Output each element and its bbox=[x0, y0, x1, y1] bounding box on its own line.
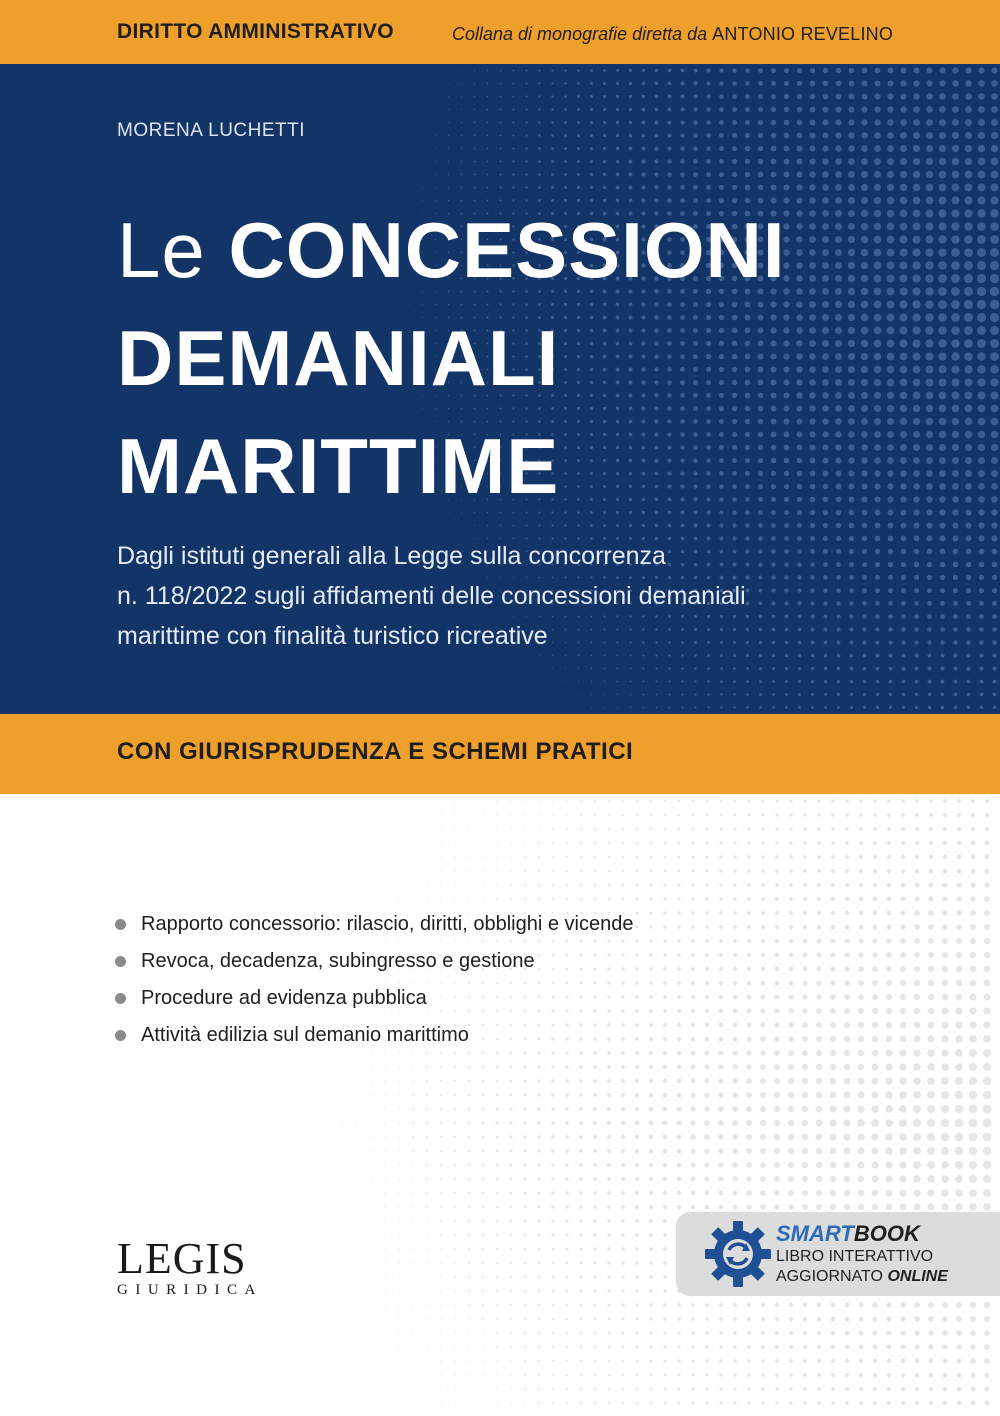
subtitle-line: n. 118/2022 sugli affidamenti delle concessioni demaniali bbox=[117, 582, 746, 610]
smartbook-line-2-emph: ONLINE bbox=[887, 1268, 948, 1285]
publisher-subtitle: GIURIDICA bbox=[117, 1282, 263, 1298]
band-text: CON GIURISPRUDENZA E SCHEMI PRATICI bbox=[117, 738, 634, 765]
smartbook-badge bbox=[676, 1212, 1000, 1296]
list-item bbox=[115, 906, 633, 943]
title-line-2: DEMANIALI bbox=[117, 314, 560, 402]
publisher-name: LEGIS bbox=[117, 1234, 247, 1283]
publisher-logo bbox=[117, 1236, 263, 1299]
author-name: MORENA LUCHETTI bbox=[117, 120, 306, 141]
bullet-icon bbox=[115, 956, 126, 967]
book-subtitle bbox=[117, 536, 917, 656]
list-item-text: Rapporto concessorio: rilascio, diritti, obblighi e vicende bbox=[141, 913, 634, 935]
series-label: DIRITTO AMMINISTRATIVO bbox=[117, 20, 394, 43]
subtitle-line: marittime con finalità turistico ricreative bbox=[117, 622, 548, 650]
smartbook-title-part1: SMART bbox=[776, 1221, 854, 1246]
title-line-3: MARITTIME bbox=[117, 422, 560, 510]
smartbook-line-1: LIBRO INTERATTIVO bbox=[776, 1248, 934, 1265]
title-line-1: CONCESSIONI bbox=[228, 206, 786, 294]
smartbook-line-2-prefix: AGGIORNATO bbox=[776, 1268, 883, 1285]
smartbook-title bbox=[776, 1221, 948, 1247]
subtitle-line: Dagli istituti generali alla Legge sulla concorrenza bbox=[117, 542, 666, 570]
title-prefix: Le bbox=[117, 206, 206, 294]
smartbook-line-2 bbox=[776, 1267, 948, 1287]
dot-pattern-grey bbox=[0, 794, 1000, 1416]
list-item-text: Revoca, decadenza, subingresso e gestione bbox=[141, 950, 535, 972]
topic-list bbox=[115, 906, 633, 1054]
list-item bbox=[115, 980, 633, 1017]
collana-italic: Collana di monografie diretta da bbox=[452, 24, 708, 44]
bullet-icon bbox=[115, 1030, 126, 1041]
smartbook-title-part2: BOOK bbox=[853, 1221, 920, 1246]
list-item bbox=[115, 943, 633, 980]
list-item-text: Procedure ad evidenza pubblica bbox=[141, 987, 427, 1009]
bullet-icon bbox=[115, 919, 126, 930]
bullet-icon bbox=[115, 993, 126, 1004]
collana-label bbox=[452, 24, 893, 45]
book-title bbox=[117, 196, 786, 520]
smartbook-text bbox=[776, 1221, 948, 1287]
list-item-text: Attività edilizia sul demanio marittimo bbox=[141, 1024, 469, 1046]
collana-editor: ANTONIO REVELINO bbox=[712, 24, 894, 44]
list-item bbox=[115, 1017, 633, 1054]
gear-icon bbox=[704, 1220, 772, 1288]
